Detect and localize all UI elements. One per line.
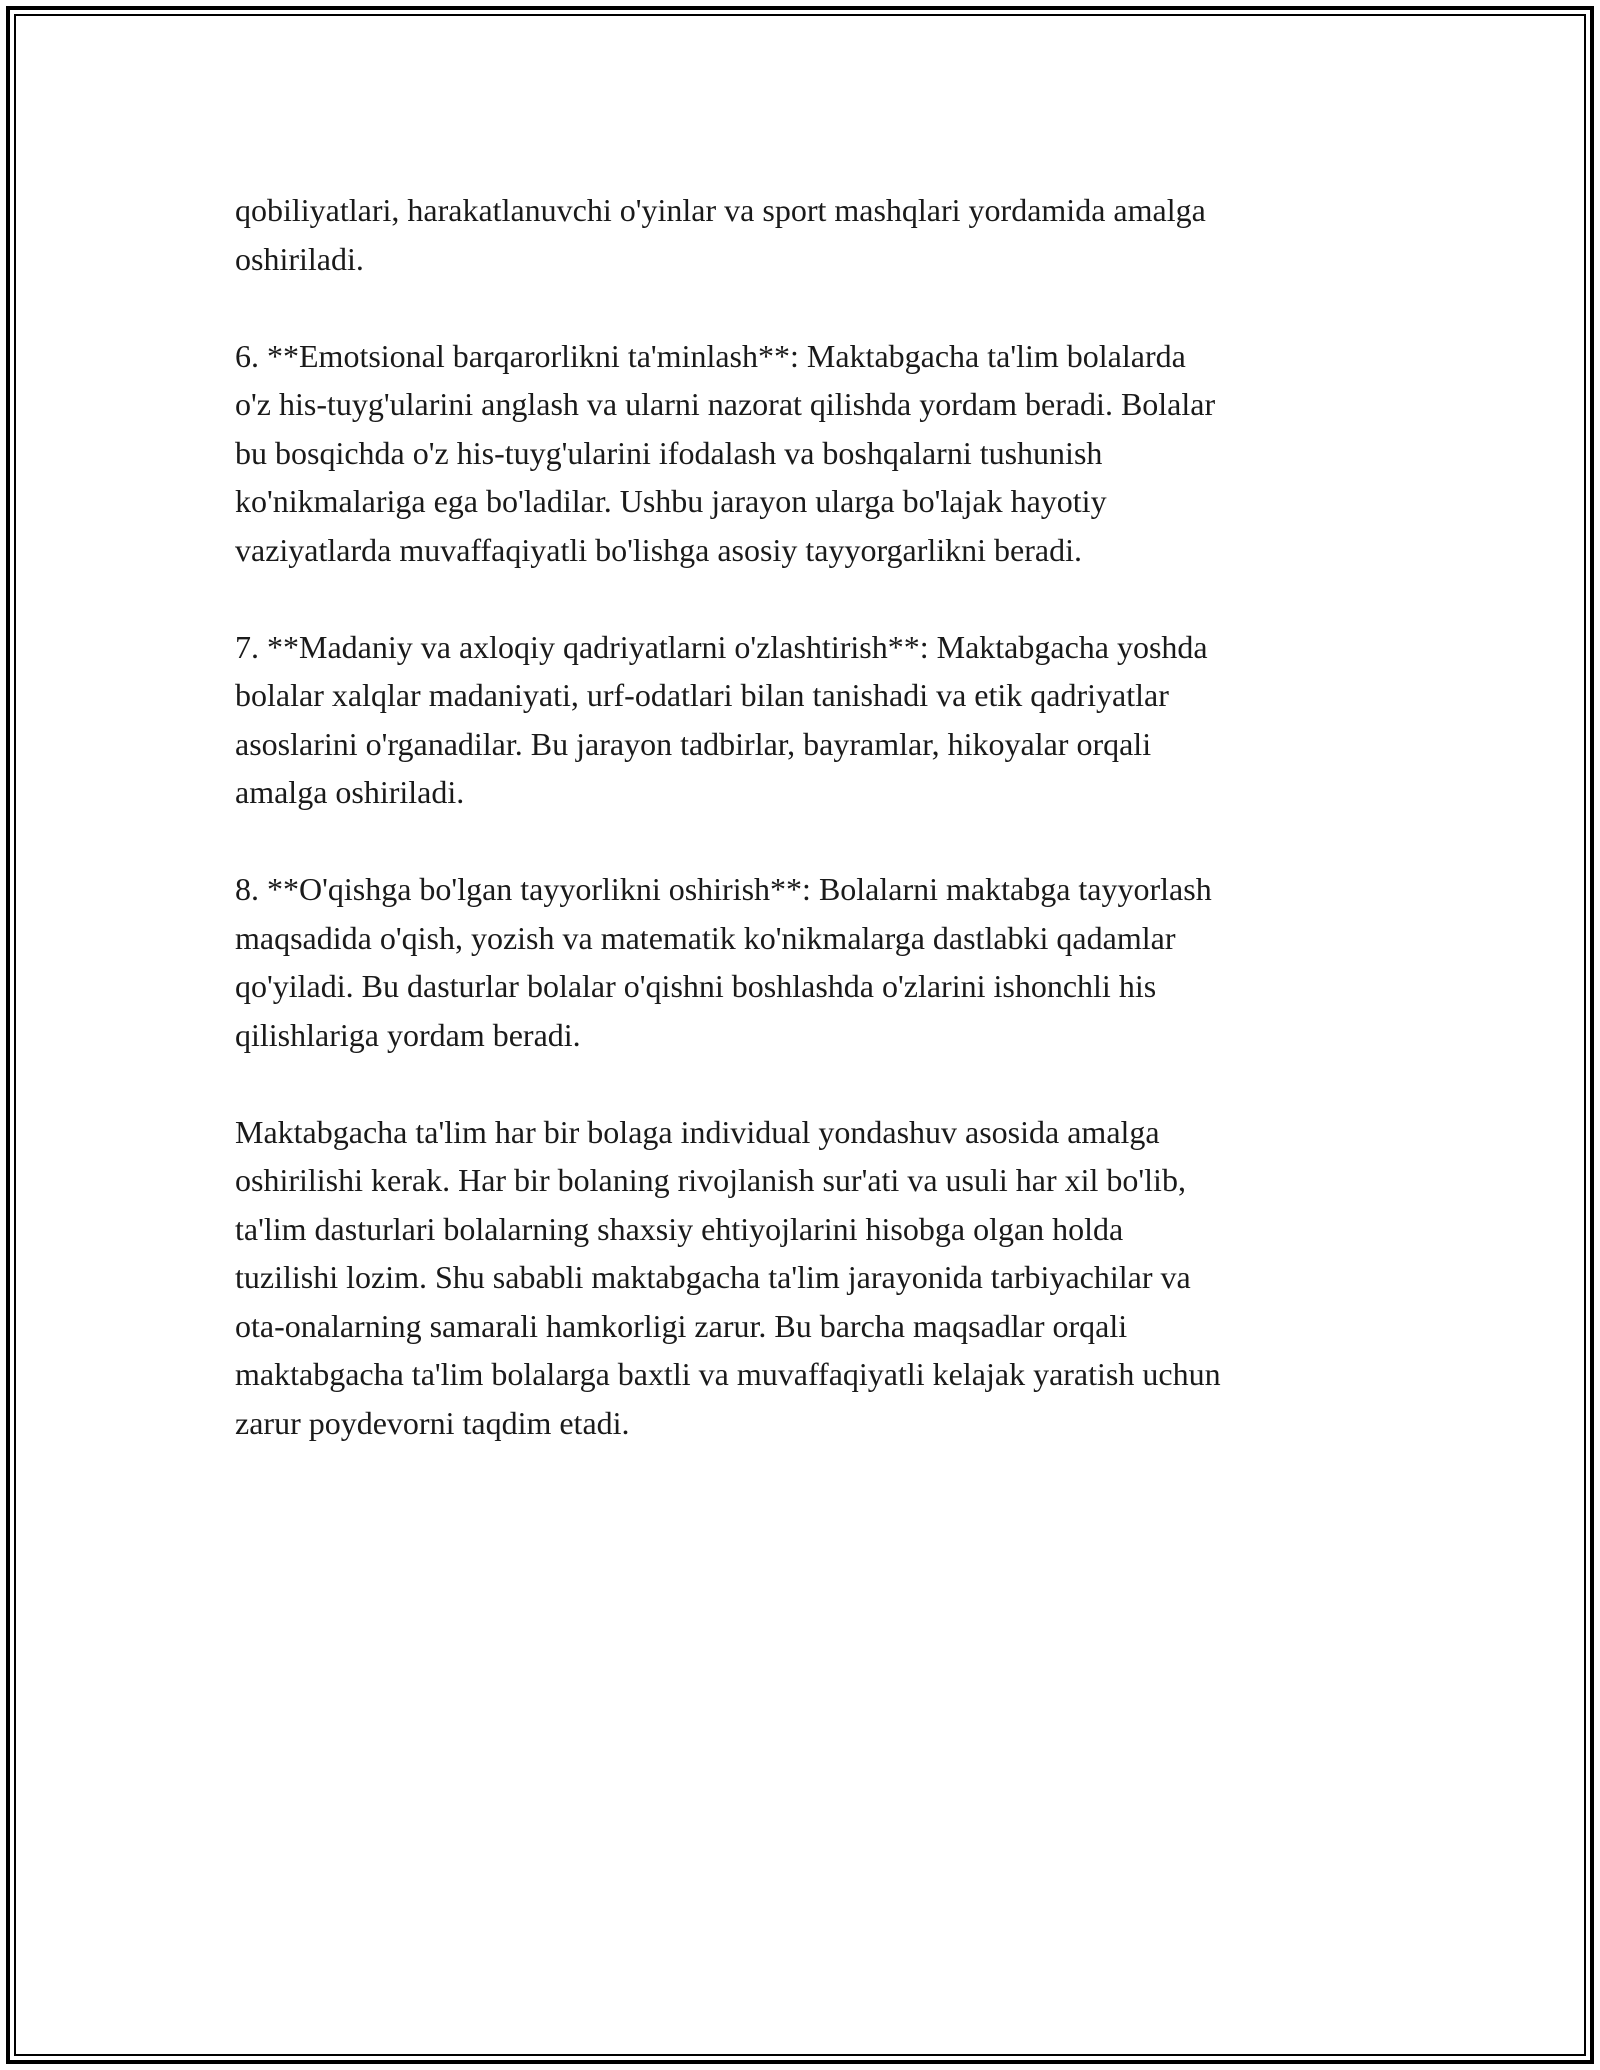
document-body — [235, 186, 1375, 1496]
paragraph-item-6: 6. **Emotsional barqarorlikni ta'minlash**: Maktabgacha ta'lim bolalarda o'z his-tuyg'ularini anglash va ularni nazorat qilishda yordam beradi. Bolalar bu bosqichda o'z his-tuyg'ularini ifodalash va boshqalarni tushunish ko'nikmalariga ega bo'ladilar. Ushbu jarayon ularga bo'lajak hayotiy vaziyatlarda muvaffaqiyatli bo'lishga asosiy tayyorgarlikni beradi. — [235, 337, 1216, 568]
paragraph-continuation: qobiliyatlari, harakatlanuvchi o'yinlar va sport mashqlari yordamida amalga oshiriladi. — [235, 192, 1206, 277]
paragraph-item-7: 7. **Madaniy va axloqiy qadriyatlarni o'zlashtirish**: Maktabgacha yoshda bolalar xalqlar madaniyati, urf-odatlari bilan tanishadi va etik qadriyatlar asoslarini o'rganadilar. Bu jarayon tadbirlar, bayramlar, hikoyalar orqali amalga oshiriladi. — [235, 628, 1208, 810]
paragraph-item-8: 8. **O'qishga bo'lgan tayyorlikni oshirish**: Bolalarni maktabga tayyorlash maqsadida o'qish, yozish va matematik ko'nikmalarga dastlabki qadamlar qo'yiladi. Bu dasturlar bolalar o'qishni boshlashda o'zlarini ishonchli his qilishlariga yordam beradi. — [235, 871, 1212, 1053]
paragraph-conclusion: Maktabgacha ta'lim har bir bolaga individual yondashuv asosida amalga oshirilishi kerak. Har bir bolaning rivojlanish sur'ati va usuli har xil bo'lib, ta'lim dasturlari bolalarning shaxsiy ehtiyojlarini hisobga olgan holda tuzilishi lozim. Shu sababli maktabgacha ta'lim jarayonida tarbiyachilar va ota-onalarning samarali hamkorligi zarur. Bu barcha maqsadlar orqali maktabgacha ta'lim bolalarga baxtli va muvaffaqiyatli kelajak yaratish uchun zarur poydevorni taqdim etadi. — [235, 1113, 1221, 1441]
